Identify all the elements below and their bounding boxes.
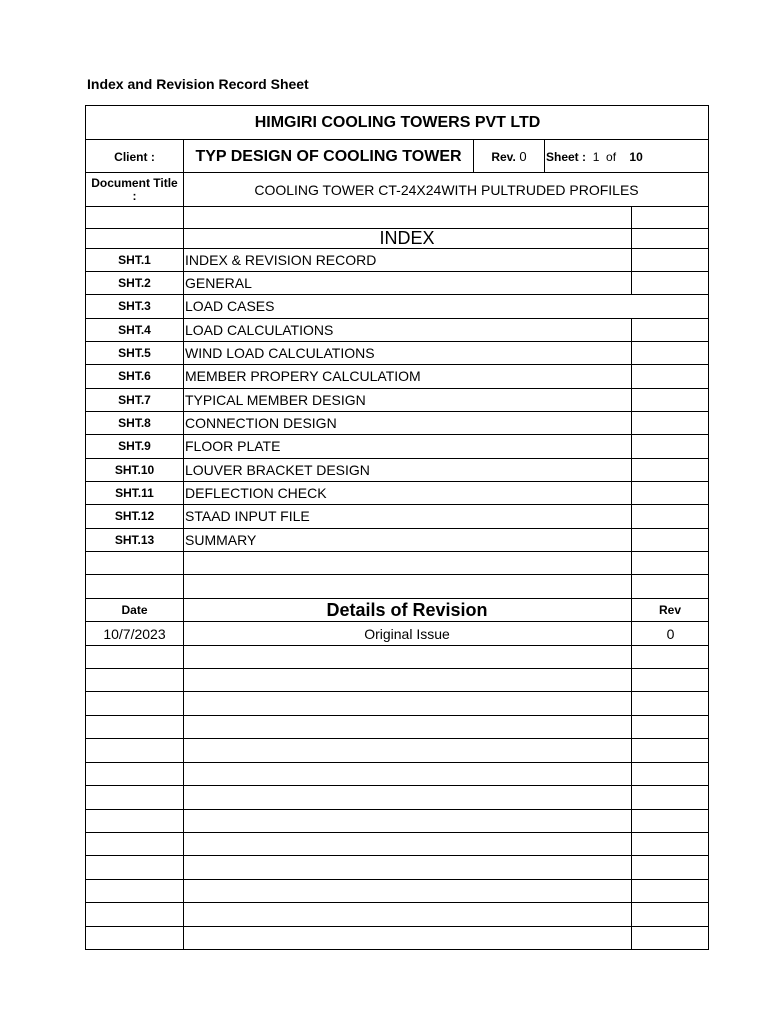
grid-line bbox=[85, 879, 709, 880]
rev-field bbox=[474, 140, 544, 173]
index-sheet-label: MEMBER PROPERY CALCULATIOM bbox=[185, 368, 421, 384]
index-sheet-number: SHT.8 bbox=[118, 415, 151, 430]
grid-line bbox=[85, 785, 709, 786]
sheet-label: Sheet : bbox=[546, 149, 587, 164]
sheet-total: 10 bbox=[629, 149, 643, 164]
index-sheet-label: FLOOR PLATE bbox=[185, 438, 281, 454]
rev-label: Rev. bbox=[491, 149, 516, 164]
index-sheet-number: SHT.3 bbox=[118, 299, 151, 313]
sheet-of-label: of bbox=[606, 149, 617, 164]
index-sheet-label: GENERAL bbox=[185, 274, 252, 291]
index-sheet-number: SHT.5 bbox=[118, 345, 151, 360]
grid-line bbox=[85, 949, 709, 950]
grid-line bbox=[85, 668, 709, 669]
sheet-title: Index and Revision Record Sheet bbox=[87, 76, 309, 92]
revision-date: 10/7/2023 bbox=[103, 625, 166, 642]
grid-line bbox=[85, 691, 709, 692]
index-sheet-number: SHT.13 bbox=[114, 532, 155, 547]
grid-line bbox=[85, 738, 709, 739]
document-title-label: Document Title : bbox=[91, 176, 178, 203]
date-column-header: Date bbox=[121, 603, 148, 617]
sheet-field bbox=[545, 140, 709, 173]
index-sheet-number: SHT.11 bbox=[115, 485, 154, 500]
grid-line bbox=[85, 645, 709, 646]
revision-details: Original Issue bbox=[364, 625, 450, 642]
index-sheet-number: SHT.6 bbox=[118, 369, 151, 383]
grid-line bbox=[631, 206, 632, 294]
index-sheet-label: INDEX & REVISION RECORD bbox=[185, 251, 377, 268]
grid-line bbox=[85, 715, 709, 716]
client-value: TYP DESIGN OF COOLING TOWER bbox=[195, 147, 462, 165]
grid-line bbox=[85, 832, 709, 833]
index-sheet-number: SHT.2 bbox=[118, 275, 151, 290]
index-sheet-label: WIND LOAD CALCULATIONS bbox=[185, 344, 375, 361]
grid-line bbox=[85, 551, 709, 552]
index-sheet-number: SHT.1 bbox=[118, 252, 151, 267]
grid-line bbox=[85, 855, 709, 856]
grid-line bbox=[85, 762, 709, 763]
grid-line bbox=[85, 809, 709, 810]
grid-line bbox=[708, 105, 709, 949]
client-label: Client : bbox=[114, 149, 155, 164]
index-sheet-label: LOAD CASES bbox=[185, 298, 275, 314]
index-sheet-number: SHT.7 bbox=[118, 392, 151, 407]
rev-value: 0 bbox=[519, 149, 527, 164]
index-sheet-number: SHT.9 bbox=[118, 439, 151, 453]
rev-column-header: Rev bbox=[658, 603, 681, 617]
company-name: HIMGIRI COOLING TOWERS PVT LTD bbox=[254, 114, 541, 131]
index-sheet-label: TYPICAL MEMBER DESIGN bbox=[185, 391, 366, 408]
sheet-number: 1 bbox=[592, 149, 600, 164]
revision-heading: Details of Revision bbox=[326, 599, 488, 620]
index-sheet-number: SHT.10 bbox=[114, 462, 155, 477]
index-sheet-label: DEFLECTION CHECK bbox=[185, 484, 327, 501]
grid-line bbox=[85, 902, 709, 903]
index-heading: INDEX bbox=[379, 227, 435, 248]
index-sheet-label: CONNECTION DESIGN bbox=[185, 414, 337, 431]
grid-line bbox=[85, 574, 709, 575]
index-sheet-number: SHT.12 bbox=[114, 509, 155, 523]
revision-number: 0 bbox=[666, 625, 675, 642]
index-sheet-label: SUMMARY bbox=[185, 531, 257, 548]
index-sheet-number: SHT.4 bbox=[118, 322, 151, 337]
index-sheet-label: LOUVER BRACKET DESIGN bbox=[185, 461, 370, 478]
grid-line bbox=[85, 926, 709, 927]
index-sheet-label: LOAD CALCULATIONS bbox=[185, 321, 334, 338]
document-title-value: COOLING TOWER CT-24X24WITH PULTRUDED PROFILES bbox=[254, 182, 639, 198]
index-sheet-label: STAAD INPUT FILE bbox=[185, 508, 310, 524]
